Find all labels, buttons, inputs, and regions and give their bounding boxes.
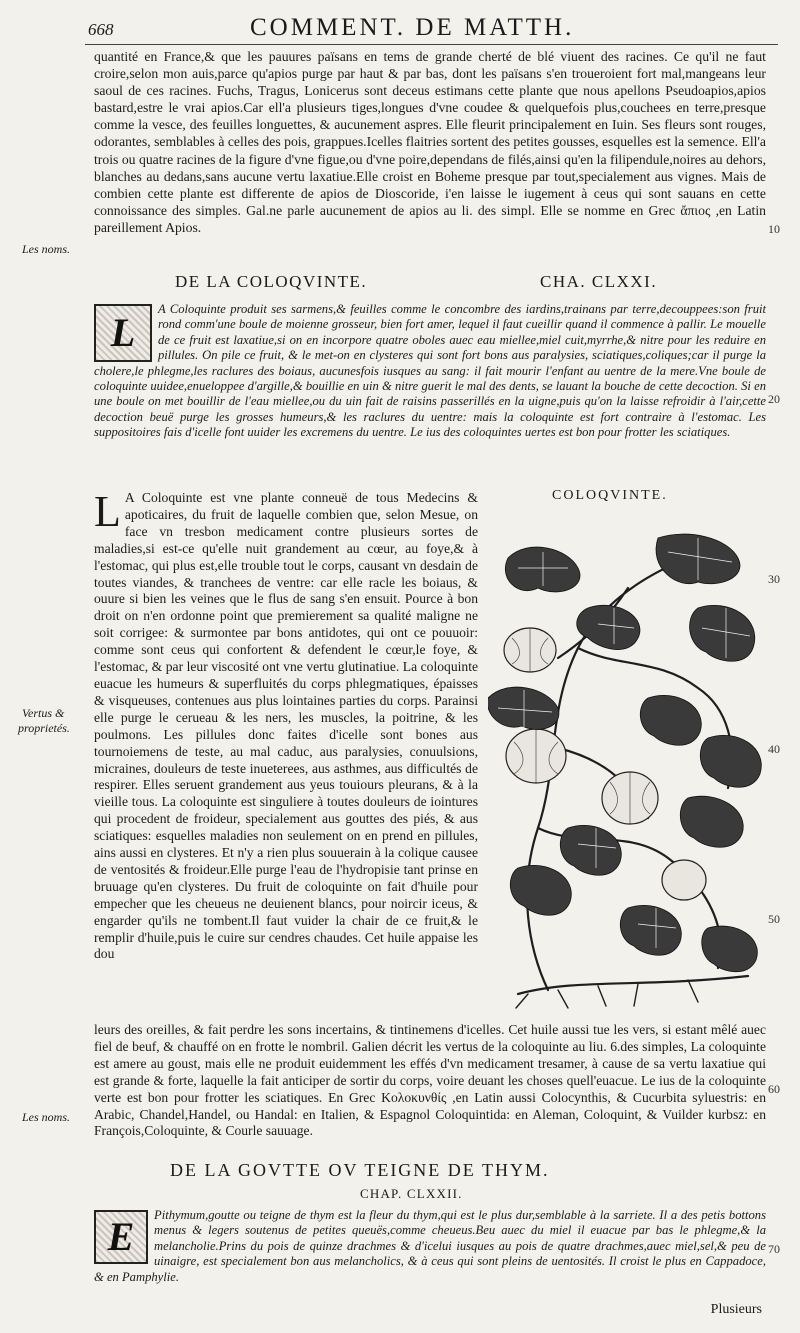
running-head: COMMENT. DE MATTH. [250, 14, 575, 41]
chapter-summary [94, 1208, 766, 1285]
decorated-initial: E [94, 1210, 148, 1264]
chapter-title: DE LA COLOQVINTE. [175, 272, 368, 291]
chapter-title: DE LA GOVTTE OV TEIGNE DE THYM. [170, 1160, 550, 1180]
chapter-number: CHAP. CLXXII. [360, 1186, 463, 1201]
decorated-initial: L [94, 304, 152, 362]
chapter-summary [94, 302, 766, 441]
large-initial: L [94, 487, 121, 536]
margin-note-names: Les noms. [22, 1110, 71, 1124]
line-number: 40 [768, 742, 780, 756]
line-number: 70 [768, 1242, 780, 1256]
colocynth-woodcut [488, 528, 768, 1012]
catchword: Plusieurs [710, 1302, 762, 1317]
summary-text: A Coloquinte produit ses sarmens,& feuilles comme le concombre des iardins,trainans par terre,decouppees:son fruit rond comm'une boule de moienne grosseur, bien fort amer, lequel il faut cueillir quand il commence à pallir. Le mouelle de ce fruit est laxatiue,si on en incorpore quatre oboles auec eau miellee,miel cuit,myrrhe,& nitre pour les reduire en pillules. On pile ce fruit, & le met-on en clysteres qui sont fort bons aus paralysies, sciatiques,coliques;car il purge la cholere,le phlegme,les raclures des boiaus, aucunesfois iusques au sang: il fait mourir l'enfant au uentre de la mere.Vne boule de coloquinte uuidee,enueloppee d'argille,& bouillie en uin & nitre guerit le mal des dents, se lauant la bouche de cette decoction. Si en une boule on met bouillir de l'eau miellee,ou du uin fait de raisins passerillés en la uigne,puis qu'on la laisse refroidir à l'air,cette decoction beuë purge les grosses humeurs,& les raclures du uentre: mais la coloquinte est fort contraire à l'estomac. Les suppositoires fais d'icelle font uuider les excremens du uentre. Le ius des coloquintes uertes est bon pour frotter les sciatiques. [94, 302, 766, 440]
chapter-number: CHA. CLXXI. [540, 272, 658, 291]
margin-note-proprietes: proprietés. [18, 721, 70, 735]
margin-note-vertus: Vertus & [22, 706, 65, 720]
intro-paragraph: quantité en France,& que les pauures païsans en tems de grande cherté de blé viuent des racines. Ce qu'il ne faut croire,selon mon auis,parce qu'apios purge par haut & par bas, dont les païsans s'en troueroient fort mal,mangeans leur saoul de ces racines. Fuchs, Tragus, Lonicerus sont deceus estimans cette plante que nous apellons Pseudoapios,apios bastard,estre le vrai apios.Car ell'a plusieurs tiges,longues d'vne coudee & quelquefois plus,couchees en terre,presque comme la vesce, des feuilles longuettes, & aucunement aspres. Elle fleurit principalement en Iuin. Ses fleurs sont rouges, odorantes, semblables à celles des pois, grappues.Icelles flaitries sortent des petites gousses, esquelles est la semence. Ell'a trois ou quatre racines de la figure d'vne figue,ou d'vne poire,dependans de filés,ainsi qu'en la filipendule,noires au dehors, blanches au dedans,sans aucune vertu laxatiue.Elle croist en Boheme presque par tout,specialement aus vignes. Mais de combien cette plante est differente de apios de Dioscoride, i'en laisse le iugement à ceus qui sont sauans en cette connoissance des simples. Gal.ne parle aucunement de apios au li. des simpl. Elle se nomme en Grec ἄπιος ,en Latin pareillement Apios. [94, 49, 766, 235]
header-rule [85, 44, 778, 45]
line-number: 10 [768, 222, 780, 236]
line-number: 60 [768, 1082, 780, 1096]
line-number: 30 [768, 572, 780, 586]
main-text: A Coloquinte est vne plante conneuë de tous Medecins & apoticaires, du fruit de laquelle combien que, selon Mesue, on face vn tresbon medicament contre plusieurs sortes de maladies,si est-ce qu'elle nuit grandement au cœur, au foye,& à l'estomac, qui plus est,elle trouble tout le corps, causant vn desdain de toutes viandes, & tranchees de ventre: car elle racle les boiaus, & ouure si bien les veines que le flus de sang s'en ensuit. Pource à bon droit on n'en ordonne point que premierement sa qualité maligne ne soit corrigee: & surmontee par bons antidotes, qui ont ce pouuoir: comme sont ceus qui confortent & defendent le cœur,le foye, & l'estomac, & par leur viscosité ont vne vertu glutinatiue. La coloquinte euacue les humeurs & superfluités du corps phlegmatiques, épaisses & visqueuses, contenues aus plus lointaines parties du corps. Parainsi elle purge le cerueau & les ners, les muscles, la poitrine, & les poulmons. Les pillules donc faites d'icelle sont bones aus tournoiemens de teste, au mal caduc, aus paralysies, conuulsions, micraines, douleurs de teste inueterees, aus asthmes, aus difficultés de respirer. Elles seruent grandement aus yeus touiours pleurans, & à la vieille tous. La coloquinte est singuliere à toutes douleurs de iointures qui procedent de froideur, specialement aus gouttes des piés, & aus sciatiques: esquelles maladies non seulement on en prend en pillules, ains aussi en clysteres. Et n'y a rien plus souuerain à la colique causee de ventosités & froideur.Elle purge l'eau de l'hydropisie tant prinse en bruuage qu'en clysteres. Du fruit de coloquinte on fait d'huile pour empecher que les cheueus ne deuienent blancs, pour noircir iceus, & engarder qu'ils ne tombent.Il faut vuider la chair de ce fruit,& le remplir d'huile,puis le cuire sur cendres chaudes. Cet huile appaise les dou [94, 490, 478, 962]
main-text-continued: leurs des oreilles, & fait perdre les sons incertains, & tintinemens d'icelles. Cet huile aussi tue les vers, si estant mêlé auec fiel de beuf, & chauffé on en frotte le nombril. Galien décrit les vertus de la coloquinte au liu. 6.des simples, La coloquinte est amere au goust, mais elle ne produit euidemment les effés d'vn medicament tresamer, à cause de sa vertu laxatiue qui est grande & forte, laquelle la fait anticiper de sortir du corps, voire deuant les choses quell'euacue. Le ius de la coloquinte verte est bon pour frotter les sciatiques. En Grec Κολοκυνθίς ,en Latin aussi Colocynthis, & Cucurbita syluestris: en Arabic, Chandel,Handel, ou Handal: en Italien, & Espagnol Coloquintida: en Aleman, Coloquint, & Vuilder kurbsz: en François,Coloquinte, & Courle sauuage. [94, 1022, 766, 1139]
margin-note-names: Les noms. [22, 242, 71, 256]
summary-text: Pithymum,goutte ou teigne de thym est la fleur du thym,qui est le plus dur,semblable à la sarriete. Il a des petis bottons menus & legers soutenus de petites queuës,comme cheueus.Beu auec du miel il euacue par bas le phlegme,& la melancholie.Prins du pois de quinze drachmes & d'icelui iusques au pois de quatre drachmes,auec miel,sel,& peu de uinaigre, est specialement bon aus melancholics, & à ceus qui sont pleins de uentosités. Il croist le plus en Cappadoce, & en Pamphylie. [94, 1208, 766, 1284]
line-number: 20 [768, 392, 780, 406]
line-number: 50 [768, 912, 780, 926]
page-number: 668 [88, 20, 114, 39]
main-text-column [94, 487, 478, 963]
illustration-caption: COLOQVINTE. [552, 488, 668, 503]
